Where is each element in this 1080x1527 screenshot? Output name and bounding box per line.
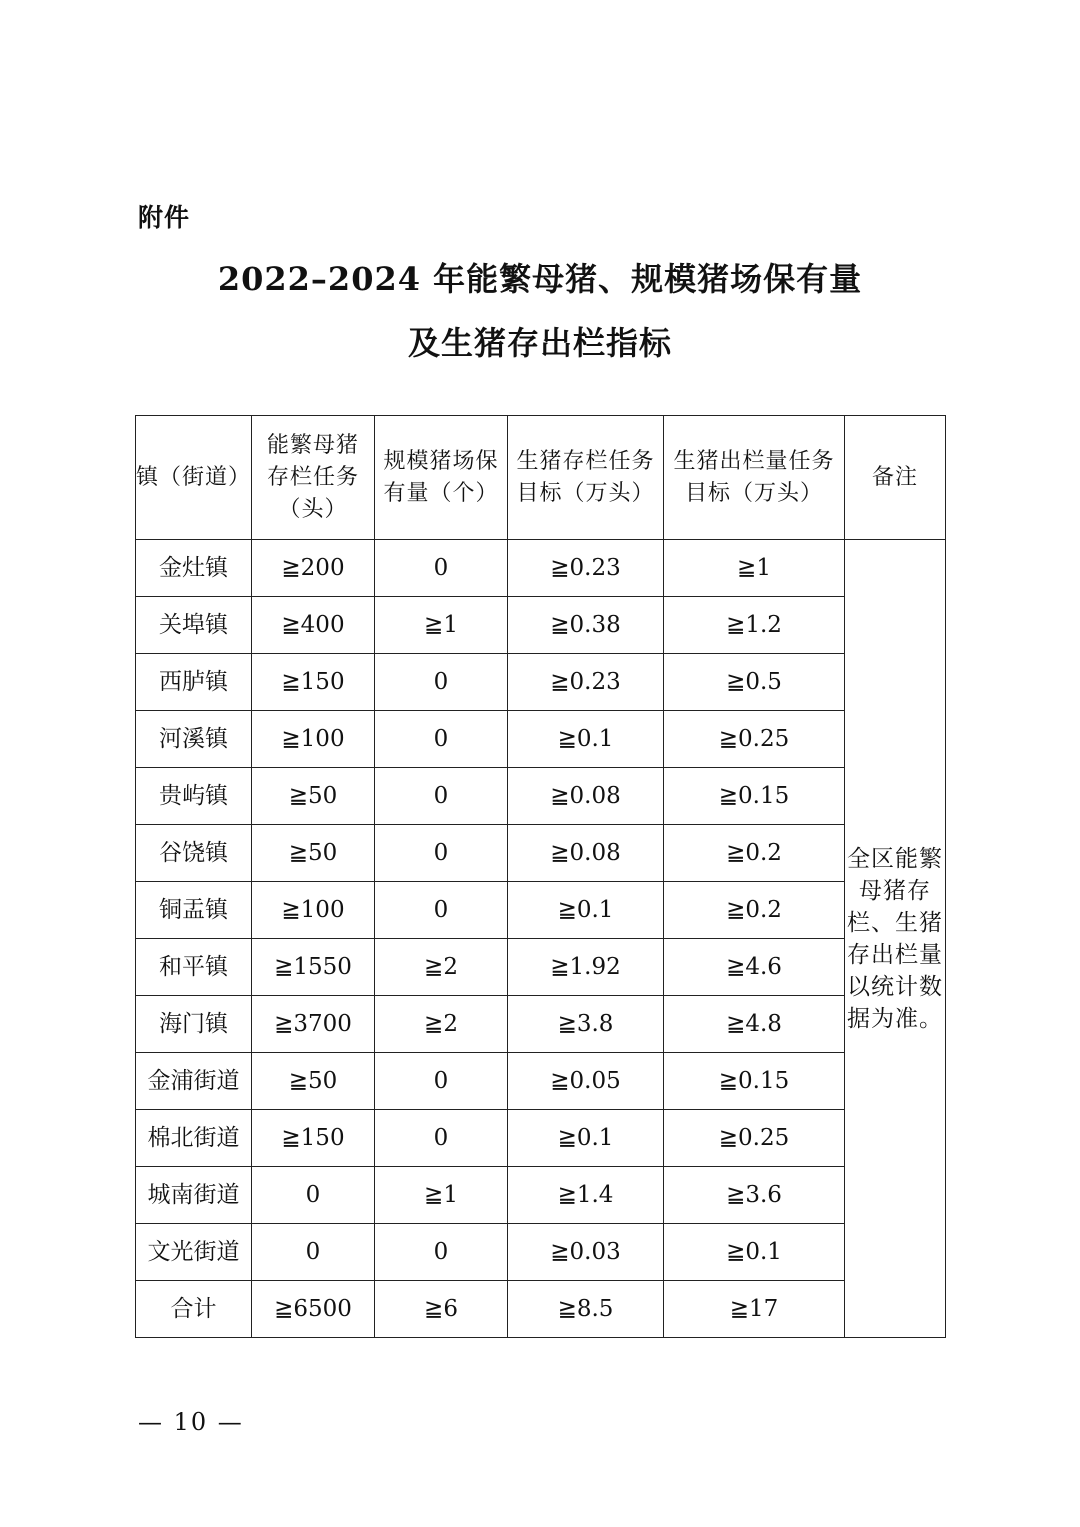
hog-inventory-cell: ≧0.23 <box>508 654 664 711</box>
remark-cell: 全区能繁母猪存栏、生猪存出栏量以统计数据为准。 <box>845 540 946 1338</box>
sow-inventory-cell: ≧100 <box>252 711 375 768</box>
hog-inventory-cell: ≧1.4 <box>508 1167 664 1224</box>
table-row <box>136 597 946 654</box>
hog-inventory-cell: ≧0.08 <box>508 768 664 825</box>
town-cell: 海门镇 <box>136 996 252 1053</box>
hog-output-cell: ≧0.1 <box>664 1224 845 1281</box>
scale-farms-cell: 0 <box>375 882 508 939</box>
hog-inventory-cell: ≧8.5 <box>508 1281 664 1338</box>
hog-inventory-cell: ≧0.05 <box>508 1053 664 1110</box>
table-row <box>136 939 946 996</box>
town-cell: 棉北街道 <box>136 1110 252 1167</box>
table-row <box>136 654 946 711</box>
town-cell: 西胪镇 <box>136 654 252 711</box>
sow-inventory-cell: 0 <box>252 1167 375 1224</box>
hog-output-cell: ≧0.15 <box>664 1053 845 1110</box>
sow-inventory-cell: ≧200 <box>252 540 375 597</box>
header-sow-inventory: 能繁母猪存栏任务（头） <box>252 416 375 540</box>
town-cell: 合计 <box>136 1281 252 1338</box>
hog-inventory-cell: ≧1.92 <box>508 939 664 996</box>
scale-farms-cell: ≧1 <box>375 1167 508 1224</box>
sow-inventory-cell: ≧150 <box>252 1110 375 1167</box>
hog-output-cell: ≧0.2 <box>664 825 845 882</box>
table-row <box>136 1281 946 1338</box>
scale-farms-cell: 0 <box>375 1224 508 1281</box>
scale-farms-cell: 0 <box>375 825 508 882</box>
table-row <box>136 540 946 597</box>
hog-output-cell: ≧0.5 <box>664 654 845 711</box>
table-row <box>136 1110 946 1167</box>
sow-inventory-cell: ≧3700 <box>252 996 375 1053</box>
hog-output-cell: ≧0.25 <box>664 711 845 768</box>
town-cell: 贵屿镇 <box>136 768 252 825</box>
table-row <box>136 1167 946 1224</box>
scale-farms-cell: ≧2 <box>375 996 508 1053</box>
table-row <box>136 1224 946 1281</box>
sow-inventory-cell: ≧1550 <box>252 939 375 996</box>
attachment-label: 附件 <box>138 203 191 232</box>
sow-inventory-cell: ≧150 <box>252 654 375 711</box>
sow-inventory-cell: ≧100 <box>252 882 375 939</box>
table-row <box>136 1053 946 1110</box>
scale-farms-cell: 0 <box>375 1110 508 1167</box>
hog-inventory-cell: ≧3.8 <box>508 996 664 1053</box>
document-title-line-1: 2022–2024 年能繁母猪、规模猪场保有量 <box>217 260 863 298</box>
town-cell: 铜盂镇 <box>136 882 252 939</box>
pig-target-table <box>135 415 946 1338</box>
table-body <box>136 540 946 1338</box>
page-number: — 10 — <box>138 1408 244 1436</box>
hog-inventory-cell: ≧0.1 <box>508 882 664 939</box>
hog-inventory-cell: ≧0.08 <box>508 825 664 882</box>
table-row <box>136 768 946 825</box>
hog-output-cell: ≧3.6 <box>664 1167 845 1224</box>
scale-farms-cell: 0 <box>375 711 508 768</box>
hog-output-cell: ≧0.15 <box>664 768 845 825</box>
scale-farms-cell: 0 <box>375 654 508 711</box>
sow-inventory-cell: ≧400 <box>252 597 375 654</box>
hog-inventory-cell: ≧0.38 <box>508 597 664 654</box>
town-cell: 关埠镇 <box>136 597 252 654</box>
sow-inventory-cell: ≧50 <box>252 768 375 825</box>
table-row <box>136 882 946 939</box>
header-town: 镇（街道） <box>136 416 252 540</box>
sow-inventory-cell: ≧50 <box>252 825 375 882</box>
town-cell: 和平镇 <box>136 939 252 996</box>
hog-output-cell: ≧0.25 <box>664 1110 845 1167</box>
hog-inventory-cell: ≧0.1 <box>508 1110 664 1167</box>
hog-output-cell: ≧0.2 <box>664 882 845 939</box>
sow-inventory-cell: ≧6500 <box>252 1281 375 1338</box>
town-cell: 金灶镇 <box>136 540 252 597</box>
scale-farms-cell: 0 <box>375 540 508 597</box>
hog-inventory-cell: ≧0.1 <box>508 711 664 768</box>
table-row <box>136 825 946 882</box>
scale-farms-cell: 0 <box>375 768 508 825</box>
hog-output-cell: ≧4.8 <box>664 996 845 1053</box>
header-remark: 备注 <box>845 416 946 540</box>
table-row <box>136 996 946 1053</box>
hog-output-cell: ≧4.6 <box>664 939 845 996</box>
town-cell: 文光街道 <box>136 1224 252 1281</box>
hog-output-cell: ≧1.2 <box>664 597 845 654</box>
town-cell: 城南街道 <box>136 1167 252 1224</box>
header-hog-output: 生猪出栏量任务目标（万头） <box>664 416 845 540</box>
scale-farms-cell: ≧2 <box>375 939 508 996</box>
scale-farms-cell: 0 <box>375 1053 508 1110</box>
sow-inventory-cell: 0 <box>252 1224 375 1281</box>
town-cell: 金浦街道 <box>136 1053 252 1110</box>
header-hog-inventory: 生猪存栏任务目标（万头） <box>508 416 664 540</box>
sow-inventory-cell: ≧50 <box>252 1053 375 1110</box>
hog-output-cell: ≧1 <box>664 540 845 597</box>
town-cell: 河溪镇 <box>136 711 252 768</box>
hog-inventory-cell: ≧0.03 <box>508 1224 664 1281</box>
document-title-line-2: 及生猪存出栏指标 <box>407 324 672 362</box>
hog-output-cell: ≧17 <box>664 1281 845 1338</box>
scale-farms-cell: ≧6 <box>375 1281 508 1338</box>
table-row <box>136 711 946 768</box>
table-header-row <box>136 416 946 540</box>
scale-farms-cell: ≧1 <box>375 597 508 654</box>
hog-inventory-cell: ≧0.23 <box>508 540 664 597</box>
header-scale-farms: 规模猪场保有量（个） <box>375 416 508 540</box>
town-cell: 谷饶镇 <box>136 825 252 882</box>
